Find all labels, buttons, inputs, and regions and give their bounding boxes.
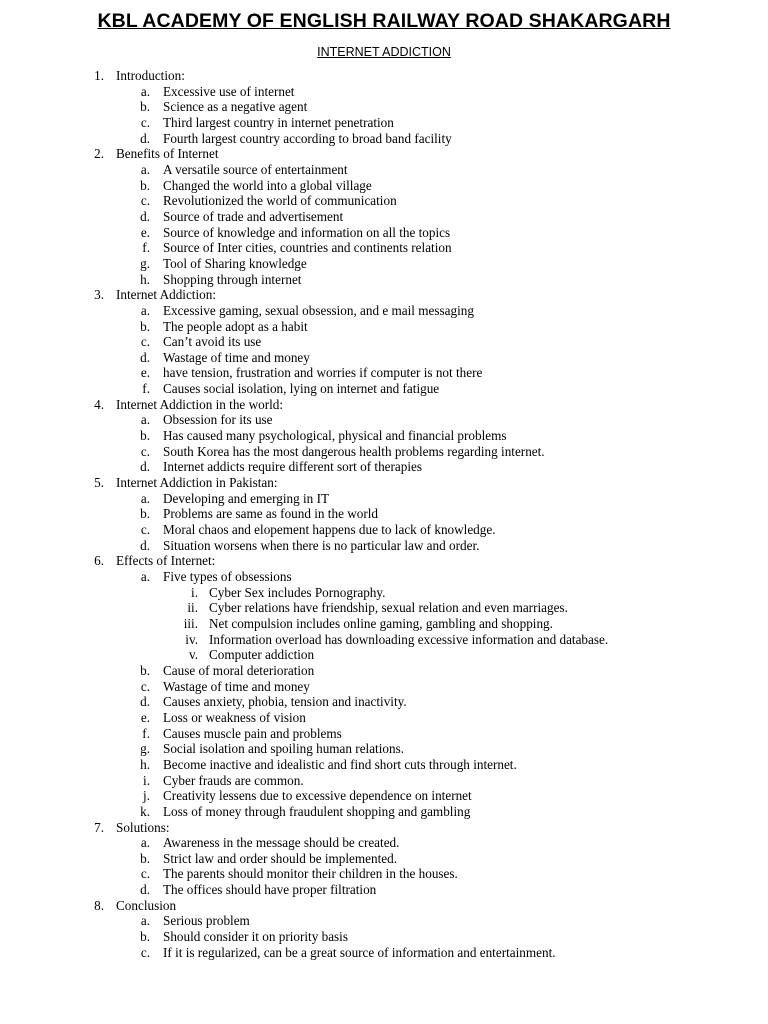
outline-point-marker: b. (140, 506, 150, 522)
outline-point-text: Causes anxiety, phobia, tension and inactivity. (163, 694, 407, 710)
outline-point-marker: d. (140, 882, 150, 898)
outline-point-text: Loss of money through fraudulent shopping and gambling (163, 803, 471, 819)
outline-point (0, 710, 768, 726)
outline-point-marker: c. (140, 866, 150, 882)
outline-point-text: Shopping through internet (163, 271, 302, 287)
section-heading-marker: 2. (94, 146, 104, 162)
outline-point-marker: f. (142, 725, 150, 741)
outline-point-marker: d. (140, 349, 150, 365)
outline-point-text: South Korea has the most dangerous health problems regarding internet. (163, 443, 545, 459)
outline-point-marker: b. (140, 428, 150, 444)
outline-point-text: Revolutionized the world of communication (163, 193, 397, 209)
outline-point-marker: b. (140, 850, 150, 866)
outline-subpoint-marker: iii. (183, 615, 198, 631)
outline-point-marker: d. (140, 537, 150, 553)
outline-point-marker: c. (140, 114, 150, 130)
outline-subpoint-marker: v. (188, 647, 198, 663)
section-heading-text: Internet Addiction in the world: (116, 396, 284, 412)
outline-point-text: Has caused many psychological, physical and financial problems (163, 428, 507, 444)
outline-point-text: Moral chaos and elopement happens due to lack of knowledge. (163, 522, 496, 538)
section-heading-text: Solutions: (116, 819, 170, 835)
outline-subpoint-text: Information overload has downloading excessive information and database. (209, 631, 609, 647)
outline-point-marker: f. (142, 381, 150, 397)
outline-point (0, 569, 768, 585)
section-heading-text: Benefits of Internet (116, 146, 219, 162)
section-heading (0, 553, 768, 569)
outline-subpoint (0, 585, 768, 601)
outline-point (0, 193, 768, 209)
outline-point (0, 538, 768, 554)
section-heading (0, 475, 768, 491)
section-heading-marker: 7. (94, 819, 104, 835)
outline-point-marker: g. (140, 255, 150, 271)
outline-point-text: Excessive gaming, sexual obsession, and e mail messaging (163, 302, 474, 318)
outline-subpoint (0, 632, 768, 648)
outline-point-text: Source of Inter cities, countries and continents relation (163, 240, 452, 256)
outline-point-text: Internet addicts require different sort of therapies (163, 459, 423, 475)
section-heading-marker: 8. (94, 897, 104, 913)
outline-subpoint-text: Computer addiction (209, 647, 315, 663)
outline-point-text: Become inactive and idealistic and find short cuts through internet. (163, 756, 517, 772)
outline-point (0, 757, 768, 773)
outline-point-marker: f. (142, 240, 150, 256)
outline-point (0, 115, 768, 131)
outline-point-marker: b. (140, 99, 150, 115)
outline-point (0, 851, 768, 867)
outline-point (0, 131, 768, 147)
section-heading (0, 820, 768, 836)
outline-point-text: The offices should have proper filtration (163, 882, 377, 898)
outline-point-marker: b. (140, 929, 150, 945)
outline-point-marker: h. (140, 756, 150, 772)
outline-point-marker: e. (140, 224, 150, 240)
outline-point-marker: d. (140, 459, 150, 475)
outline-subpoint-text: Net compulsion includes online gaming, gambling and shopping. (209, 615, 553, 631)
outline-point (0, 381, 768, 397)
outline-point (0, 444, 768, 460)
section-heading (0, 397, 768, 413)
section-heading-marker: 3. (94, 287, 104, 303)
outline-point-marker: d. (140, 694, 150, 710)
outline-point (0, 209, 768, 225)
outline-point (0, 866, 768, 882)
outline-point (0, 694, 768, 710)
outline-point-text: Can’t avoid its use (163, 334, 262, 350)
section-heading (0, 68, 768, 84)
outline-point-text: Situation worsens when there is no particular law and order. (163, 537, 480, 553)
outline-point-marker: k. (140, 803, 150, 819)
outline-point-text: Fourth largest country according to broad band facility (163, 130, 452, 146)
outline-point-marker: c. (140, 678, 150, 694)
outline-point-text: Loss or weakness of vision (163, 709, 306, 725)
outline-point (0, 272, 768, 288)
outline-point (0, 303, 768, 319)
outline-point-marker: a. (140, 490, 150, 506)
section-heading-marker: 4. (94, 396, 104, 412)
outline-subpoint (0, 647, 768, 663)
outline-point-marker: b. (140, 662, 150, 678)
outline-point (0, 913, 768, 929)
outline-point-text: Should consider it on priority basis (163, 929, 348, 945)
outline-point-marker: e. (140, 709, 150, 725)
outline-point-text: Strict law and order should be implemented. (163, 850, 398, 866)
outline-point (0, 334, 768, 350)
outline-point (0, 412, 768, 428)
outline-point-text: Third largest country in internet penetration (163, 114, 394, 130)
outline-point-text: Causes muscle pain and problems (163, 725, 342, 741)
outline-point-text: A versatile source of entertainment (163, 161, 348, 177)
outline-point-marker: e. (140, 365, 150, 381)
outline-subpoint-marker: i. (191, 584, 198, 600)
outline-point-text: Source of trade and advertisement (163, 208, 344, 224)
outline-point (0, 726, 768, 742)
outline-point-text: Obsession for its use (163, 412, 273, 428)
outline-point (0, 741, 768, 757)
outline-point (0, 506, 768, 522)
outline-point-marker: a. (140, 835, 150, 851)
outline-point-marker: c. (140, 944, 150, 960)
outline-point-text: Excessive use of internet (163, 83, 295, 99)
outline-point (0, 804, 768, 820)
outline-point-marker: b. (140, 177, 150, 193)
outline-point-text: If it is regularized, can be a great source of information and entertainment. (163, 944, 556, 960)
outline-point-text: Serious problem (163, 913, 250, 929)
outline-point-marker: c. (140, 193, 150, 209)
outline-point-marker: a. (140, 83, 150, 99)
outline-point-marker: d. (140, 208, 150, 224)
outline-point-text: Developing and emerging in IT (163, 490, 330, 506)
outline-point (0, 240, 768, 256)
outline-point-text: The people adopt as a habit (163, 318, 308, 334)
outline-point-marker: g. (140, 741, 150, 757)
outline-point (0, 459, 768, 475)
outline-point (0, 99, 768, 115)
outline-point-marker: a. (140, 913, 150, 929)
outline-point (0, 679, 768, 695)
outline-point-text: Changed the world into a global village (163, 177, 372, 193)
outline-point-marker: j. (143, 788, 150, 804)
outline-point (0, 84, 768, 100)
section-heading-text: Internet Addiction: (116, 287, 216, 303)
section-heading (0, 146, 768, 162)
outline-point (0, 882, 768, 898)
outline-subpoint (0, 600, 768, 616)
outline-point-text: Creativity lessens due to excessive dependence on internet (163, 788, 472, 804)
outline-point-marker: a. (140, 302, 150, 318)
outline-point-marker: b. (140, 318, 150, 334)
outline-point-text: Causes social isolation, lying on internet and fatigue (163, 381, 440, 397)
section-heading-text: Internet Addiction in Pakistan: (116, 475, 278, 491)
outline-point-text: Wastage of time and money (163, 678, 310, 694)
outline-point (0, 428, 768, 444)
outline-subpoint-marker: iv. (185, 631, 198, 647)
outline-point-marker: c. (140, 522, 150, 538)
outline-point-text: Cyber frauds are common. (163, 772, 304, 788)
section-heading-text: Introduction: (116, 68, 185, 83)
outline-point-text: Cause of moral deterioration (163, 662, 315, 678)
outline-point (0, 319, 768, 335)
outline-point (0, 162, 768, 178)
section-heading (0, 287, 768, 303)
outline-point-marker: c. (140, 443, 150, 459)
outline-point (0, 491, 768, 507)
outline-point-marker: d. (140, 130, 150, 146)
outline-point (0, 350, 768, 366)
outline-subpoint (0, 616, 768, 632)
outline-point (0, 178, 768, 194)
section-heading-marker: 1. (94, 68, 104, 83)
section-heading (0, 898, 768, 914)
outline-point-text: Awareness in the message should be created. (163, 835, 400, 851)
outline-point-text: Source of knowledge and information on all the topics (163, 224, 451, 240)
outline-subpoint-text: Cyber Sex includes Pornography. (209, 584, 386, 600)
section-heading-marker: 6. (94, 553, 104, 569)
essay-outline (0, 68, 768, 960)
outline-point-marker: h. (140, 271, 150, 287)
outline-point-text: Problems are same as found in the world (163, 506, 378, 522)
outline-point (0, 835, 768, 851)
outline-point-text: Social isolation and spoiling human relations. (163, 741, 405, 757)
outline-point (0, 256, 768, 272)
outline-point (0, 945, 768, 961)
outline-point (0, 929, 768, 945)
outline-point-text: Five types of obsessions (163, 569, 292, 584)
outline-point (0, 663, 768, 679)
document-subtitle: INTERNET ADDICTION (317, 45, 451, 59)
section-heading-marker: 5. (94, 475, 104, 491)
outline-point-marker: c. (140, 334, 150, 350)
outline-point (0, 225, 768, 241)
outline-point (0, 773, 768, 789)
outline-point-text: Science as a negative agent (163, 99, 308, 115)
outline-point-marker: a. (140, 412, 150, 428)
outline-point (0, 365, 768, 381)
outline-subpoint-text: Cyber relations have friendship, sexual relation and even marriages. (209, 600, 568, 616)
outline-point-text: Tool of Sharing knowledge (163, 255, 307, 271)
outline-point-marker: a. (140, 161, 150, 177)
outline-point (0, 788, 768, 804)
outline-point-marker: a. (140, 569, 150, 584)
outline-point-text: Wastage of time and money (163, 349, 310, 365)
section-heading-text: Effects of Internet: (116, 553, 216, 569)
section-heading-text: Conclusion (116, 897, 177, 913)
outline-point (0, 522, 768, 538)
outline-point-text: have tension, frustration and worries if computer is not there (163, 365, 483, 381)
outline-point-marker: i. (143, 772, 150, 788)
page-title: KBL ACADEMY OF ENGLISH RAILWAY ROAD SHAKARGARH (97, 10, 671, 32)
outline-subpoint-marker: ii. (187, 600, 198, 616)
outline-point-text: The parents should monitor their children in the houses. (163, 866, 458, 882)
